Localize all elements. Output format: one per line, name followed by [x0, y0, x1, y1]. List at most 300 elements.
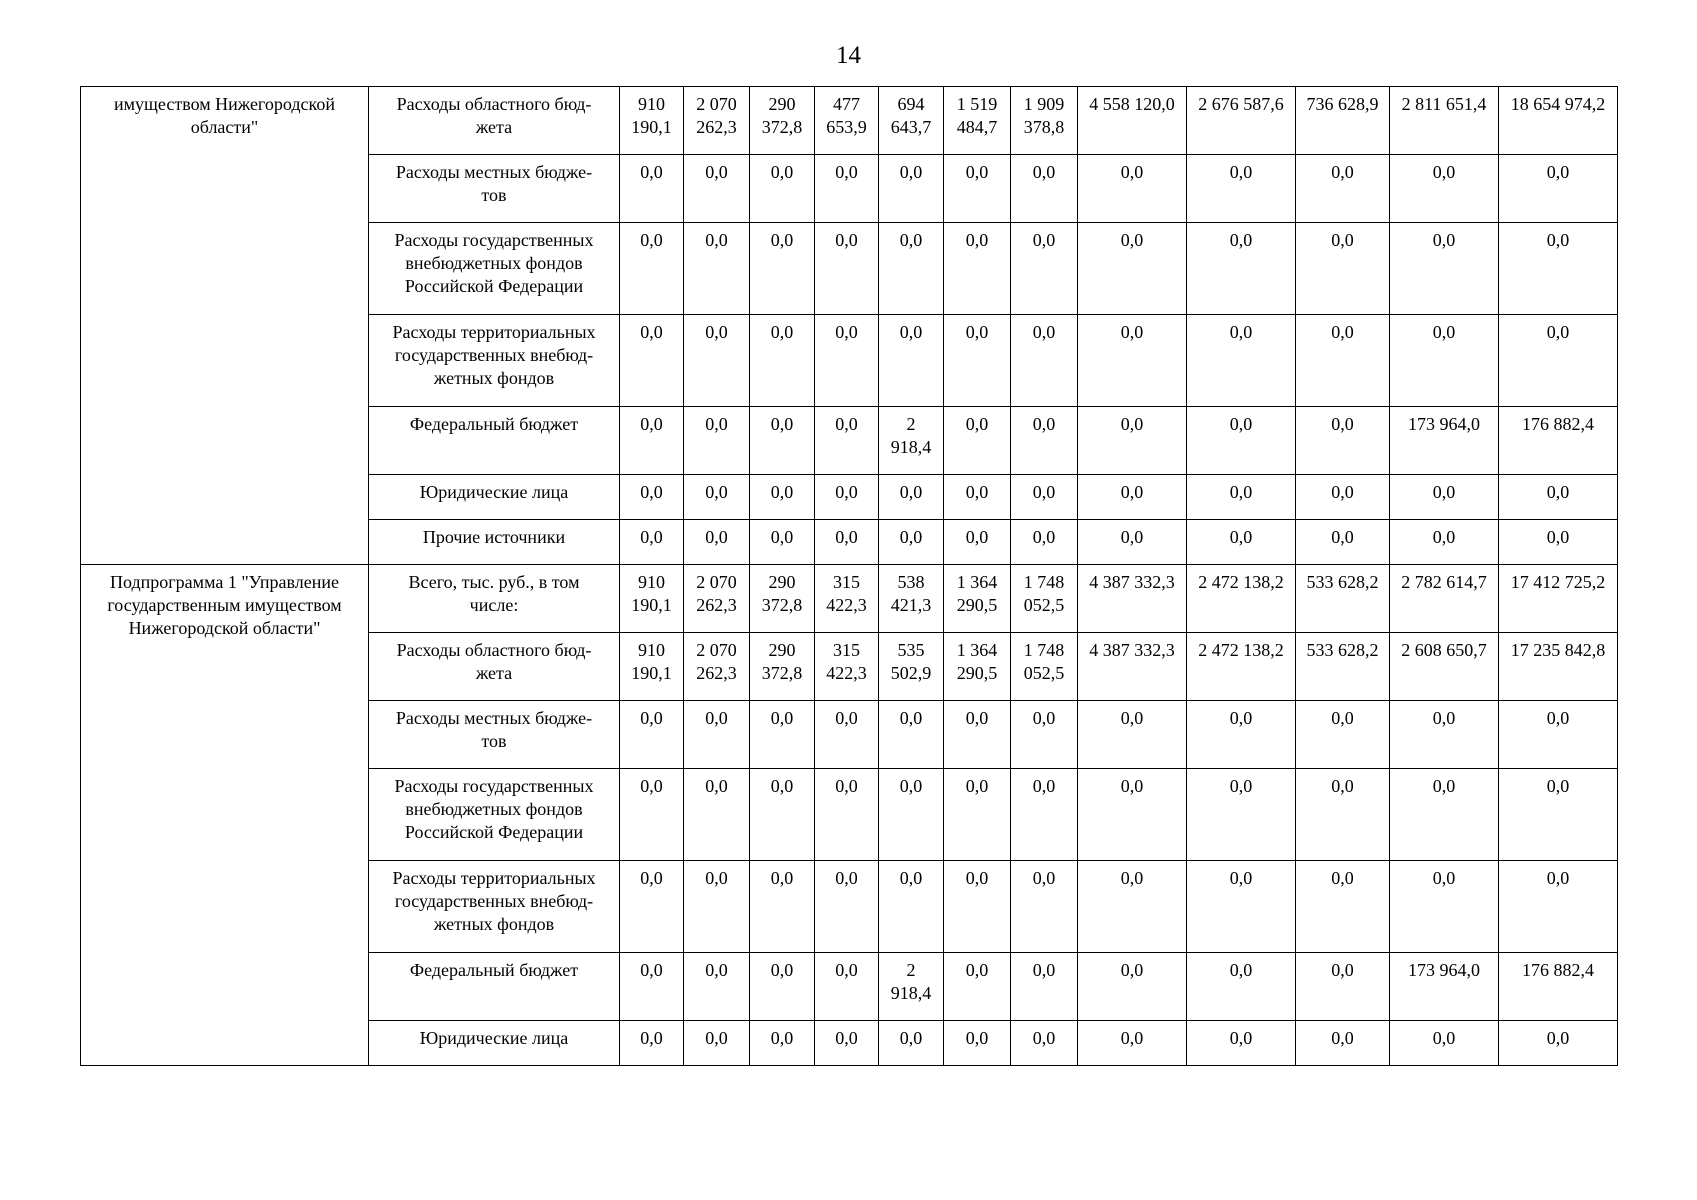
funding-source: Федеральный бюджет: [409, 960, 579, 980]
value: 0,0: [770, 322, 794, 342]
value-cell: [1078, 565, 1187, 633]
value: 0,0: [1331, 527, 1354, 547]
value-cell: [1078, 861, 1187, 953]
table-body: [81, 87, 1618, 1066]
value-cell: [620, 315, 684, 407]
value-cell: [1499, 223, 1618, 315]
funding-source: Расходы областного бюд- жета: [396, 640, 592, 683]
value-cell: [1011, 953, 1078, 1021]
value-cell: [815, 520, 879, 565]
value: 2 676 587,6: [1198, 94, 1284, 114]
value: 0,0: [705, 230, 728, 250]
value-cell: [879, 565, 944, 633]
value: 2 472 138,2: [1198, 640, 1284, 660]
value-cell: [1390, 861, 1499, 953]
funding-source-cell: [369, 701, 620, 769]
value: 535 502,9: [890, 640, 932, 683]
value: 173 964,0: [1408, 414, 1480, 434]
value: 0,0: [1229, 482, 1253, 502]
value: 0,0: [770, 527, 794, 547]
value-cell: [750, 155, 815, 223]
value: 0,0: [1229, 776, 1253, 796]
value: 176 882,4: [1522, 960, 1594, 980]
funding-source-cell: [369, 223, 620, 315]
value: 0,0: [1120, 960, 1144, 980]
value: 0,0: [1032, 1028, 1056, 1048]
value-cell: [684, 315, 750, 407]
value-cell: [1499, 155, 1618, 223]
funding-source: Расходы территориальных государственных внебюд- жетных фондов: [392, 322, 596, 388]
value-cell: [879, 953, 944, 1021]
funding-source: Расходы областного бюд- жета: [396, 94, 592, 137]
value-cell: [1499, 633, 1618, 701]
value: 0,0: [640, 868, 663, 888]
value-cell: [684, 769, 750, 861]
value-cell: [879, 1021, 944, 1066]
value-cell: [1011, 1021, 1078, 1066]
value-cell: [620, 1021, 684, 1066]
value-cell: [1390, 475, 1499, 520]
funding-source-cell: [369, 475, 620, 520]
value-cell: [750, 407, 815, 475]
value: 0,0: [1032, 230, 1056, 250]
value-cell: [944, 633, 1011, 701]
value-cell: [815, 475, 879, 520]
value: 0,0: [705, 708, 728, 728]
value-cell: [944, 87, 1011, 155]
value: 0,0: [835, 868, 858, 888]
value-cell: [1078, 155, 1187, 223]
funding-source: Юридические лица: [419, 482, 569, 502]
value: 18 654 974,2: [1510, 94, 1606, 114]
value: 0,0: [1120, 162, 1144, 182]
value: 0,0: [1229, 230, 1253, 250]
value: 0,0: [1120, 1028, 1144, 1048]
value-cell: [1011, 565, 1078, 633]
value: 0,0: [1229, 527, 1253, 547]
value: 910 190,1: [631, 572, 672, 615]
value: 0,0: [640, 162, 663, 182]
value-cell: [1078, 769, 1187, 861]
value: 0,0: [770, 1028, 794, 1048]
value: 0,0: [640, 708, 663, 728]
value-cell: [944, 315, 1011, 407]
value-cell: [620, 155, 684, 223]
value-cell: [684, 475, 750, 520]
value-cell: [1499, 953, 1618, 1021]
value: 290 372,8: [761, 94, 803, 137]
value-cell: [1187, 701, 1296, 769]
value: 17 412 725,2: [1510, 572, 1606, 592]
value-cell: [1390, 701, 1499, 769]
value-cell: [1499, 565, 1618, 633]
value: 533 628,2: [1306, 640, 1379, 660]
value: 0,0: [965, 527, 989, 547]
value: 0,0: [640, 1028, 663, 1048]
value-cell: [1296, 475, 1390, 520]
value: 0,0: [1546, 162, 1570, 182]
value: 0,0: [899, 162, 923, 182]
value-cell: [1011, 155, 1078, 223]
value-cell: [750, 861, 815, 953]
value-cell: [750, 315, 815, 407]
value: 0,0: [1546, 868, 1570, 888]
value-cell: [1187, 565, 1296, 633]
value-cell: [750, 633, 815, 701]
program-name-cell: [81, 87, 369, 565]
value: 0,0: [1546, 322, 1570, 342]
value: 0,0: [899, 230, 923, 250]
value: 1 364 290,5: [956, 640, 998, 683]
budget-table: [80, 86, 1618, 1066]
value-cell: [879, 861, 944, 953]
value-cell: [879, 87, 944, 155]
value-cell: [1187, 953, 1296, 1021]
value: 0,0: [835, 230, 858, 250]
value-cell: [684, 223, 750, 315]
value: 0,0: [835, 322, 858, 342]
value-cell: [620, 769, 684, 861]
value: 0,0: [705, 482, 728, 502]
value-cell: [1187, 520, 1296, 565]
value-cell: [1187, 223, 1296, 315]
value: 0,0: [1331, 414, 1354, 434]
value: 0,0: [965, 414, 989, 434]
value: 2 811 651,4: [1401, 94, 1487, 114]
funding-source: Расходы государственных внебюджетных фондов Российской Федерации: [394, 230, 594, 296]
value-cell: [815, 407, 879, 475]
value: 533 628,2: [1306, 572, 1379, 592]
value: 0,0: [1432, 162, 1456, 182]
value-cell: [684, 87, 750, 155]
value: 0,0: [705, 162, 728, 182]
page-number: 14: [836, 42, 861, 69]
value: 0,0: [770, 414, 794, 434]
value: 176 882,4: [1522, 414, 1594, 434]
value-cell: [944, 953, 1011, 1021]
value: 17 235 842,8: [1510, 640, 1606, 660]
value: 0,0: [1432, 230, 1456, 250]
value: 0,0: [1546, 482, 1570, 502]
value-cell: [1390, 953, 1499, 1021]
value: 0,0: [1032, 414, 1056, 434]
value-cell: [879, 520, 944, 565]
value: 0,0: [835, 162, 858, 182]
value-cell: [1390, 315, 1499, 407]
value: 1 519 484,7: [956, 94, 998, 137]
funding-source: Расходы местных бюдже- тов: [395, 162, 593, 205]
value-cell: [1390, 155, 1499, 223]
value: 0,0: [899, 776, 923, 796]
value: 0,0: [705, 868, 728, 888]
value: 1 909 378,8: [1023, 94, 1065, 137]
value: 2 070 262,3: [696, 640, 737, 683]
value: 0,0: [770, 868, 794, 888]
funding-source-cell: [369, 407, 620, 475]
value: 0,0: [1432, 868, 1456, 888]
value-cell: [879, 701, 944, 769]
value: 0,0: [1432, 527, 1456, 547]
value-cell: [944, 475, 1011, 520]
value-cell: [1011, 223, 1078, 315]
value: 0,0: [965, 776, 989, 796]
value: 0,0: [965, 322, 989, 342]
value: 0,0: [1331, 868, 1354, 888]
value: 315 422,3: [826, 640, 867, 683]
value: 0,0: [1331, 1028, 1354, 1048]
value-cell: [684, 1021, 750, 1066]
value: 0,0: [835, 414, 858, 434]
funding-source: Юридические лица: [419, 1028, 569, 1048]
value: 910 190,1: [631, 640, 672, 683]
value-cell: [1499, 701, 1618, 769]
value: 0,0: [1546, 527, 1570, 547]
value: 2 782 614,7: [1401, 572, 1487, 592]
value-cell: [944, 407, 1011, 475]
value-cell: [1296, 861, 1390, 953]
value-cell: [944, 861, 1011, 953]
value-cell: [944, 155, 1011, 223]
value-cell: [879, 769, 944, 861]
value-cell: [815, 861, 879, 953]
value-cell: [1187, 407, 1296, 475]
value: 0,0: [1120, 527, 1144, 547]
funding-source-cell: [369, 1021, 620, 1066]
funding-source: Всего, тыс. руб., в том числе:: [408, 572, 580, 615]
funding-source-cell: [369, 861, 620, 953]
value-cell: [1078, 87, 1187, 155]
value-cell: [750, 1021, 815, 1066]
table-row: [81, 87, 1618, 155]
value: 0,0: [705, 414, 728, 434]
value: 0,0: [770, 162, 794, 182]
value-cell: [944, 769, 1011, 861]
value: 0,0: [899, 322, 923, 342]
value-cell: [1078, 953, 1187, 1021]
value-cell: [1296, 565, 1390, 633]
value-cell: [1011, 861, 1078, 953]
value: 0,0: [965, 230, 989, 250]
value: 0,0: [770, 230, 794, 250]
value-cell: [1078, 633, 1187, 701]
value: 0,0: [1229, 708, 1253, 728]
value: 1 748 052,5: [1023, 640, 1065, 683]
value-cell: [1296, 633, 1390, 701]
value-cell: [620, 520, 684, 565]
value-cell: [944, 1021, 1011, 1066]
value-cell: [944, 701, 1011, 769]
funding-source-cell: [369, 315, 620, 407]
value-cell: [1390, 565, 1499, 633]
table-row: [81, 565, 1618, 633]
funding-source-cell: [369, 953, 620, 1021]
value-cell: [1187, 475, 1296, 520]
value-cell: [1296, 520, 1390, 565]
value-cell: [750, 223, 815, 315]
value: 0,0: [1229, 960, 1253, 980]
value: 0,0: [1229, 322, 1253, 342]
value-cell: [1296, 87, 1390, 155]
value: 0,0: [1331, 776, 1354, 796]
value-cell: [1011, 315, 1078, 407]
value: 0,0: [770, 960, 794, 980]
value: 2 472 138,2: [1198, 572, 1284, 592]
value: 0,0: [1032, 868, 1056, 888]
value: 0,0: [1331, 230, 1354, 250]
funding-source: Расходы местных бюдже- тов: [395, 708, 593, 751]
value-cell: [1078, 315, 1187, 407]
value: 0,0: [1331, 162, 1354, 182]
value: 0,0: [1032, 162, 1056, 182]
value: 2 608 650,7: [1401, 640, 1487, 660]
value: 0,0: [1032, 482, 1056, 502]
value: 0,0: [1546, 776, 1570, 796]
value-cell: [684, 565, 750, 633]
value-cell: [1011, 87, 1078, 155]
funding-source: Расходы государственных внебюджетных фондов Российской Федерации: [394, 776, 594, 842]
value-cell: [1499, 861, 1618, 953]
value: 0,0: [1546, 708, 1570, 728]
value: 0,0: [899, 1028, 923, 1048]
value: 0,0: [899, 708, 923, 728]
value-cell: [815, 315, 879, 407]
value-cell: [1296, 769, 1390, 861]
value-cell: [1296, 701, 1390, 769]
value: 0,0: [1546, 1028, 1570, 1048]
value: 0,0: [1546, 230, 1570, 250]
value-cell: [1390, 520, 1499, 565]
value: 0,0: [640, 482, 663, 502]
value: 0,0: [1432, 322, 1456, 342]
value-cell: [1296, 223, 1390, 315]
value-cell: [750, 769, 815, 861]
value-cell: [1499, 769, 1618, 861]
value-cell: [1499, 407, 1618, 475]
value: 0,0: [640, 230, 663, 250]
value-cell: [1187, 87, 1296, 155]
value: 4 387 332,3: [1089, 640, 1175, 660]
value: 0,0: [965, 482, 989, 502]
value: 173 964,0: [1408, 960, 1480, 980]
value-cell: [1499, 315, 1618, 407]
value: 0,0: [705, 1028, 728, 1048]
value: 290 372,8: [761, 640, 803, 683]
value: 0,0: [1120, 414, 1144, 434]
value-cell: [1078, 223, 1187, 315]
value-cell: [1296, 1021, 1390, 1066]
value-cell: [815, 87, 879, 155]
value-cell: [1011, 633, 1078, 701]
value: 0,0: [1032, 322, 1056, 342]
value: 0,0: [899, 482, 923, 502]
value: 315 422,3: [826, 572, 867, 615]
funding-source-cell: [369, 565, 620, 633]
value: 0,0: [899, 868, 923, 888]
value-cell: [1187, 1021, 1296, 1066]
value-cell: [1187, 155, 1296, 223]
value-cell: [1011, 407, 1078, 475]
value-cell: [1296, 315, 1390, 407]
value: 0,0: [705, 776, 728, 796]
value-cell: [620, 861, 684, 953]
value: 0,0: [965, 1028, 989, 1048]
value: 0,0: [1120, 230, 1144, 250]
value-cell: [1187, 861, 1296, 953]
value: 0,0: [1120, 776, 1144, 796]
value: 0,0: [1331, 708, 1354, 728]
value-cell: [815, 155, 879, 223]
value-cell: [620, 223, 684, 315]
value-cell: [815, 953, 879, 1021]
funding-source: Расходы территориальных государственных внебюд- жетных фондов: [392, 868, 596, 934]
value: 0,0: [770, 482, 794, 502]
value: 0,0: [640, 414, 663, 434]
value: 0,0: [835, 527, 858, 547]
value: 0,0: [1229, 162, 1253, 182]
value-cell: [879, 407, 944, 475]
value-cell: [684, 407, 750, 475]
value-cell: [1078, 1021, 1187, 1066]
value-cell: [1499, 475, 1618, 520]
value: 0,0: [835, 1028, 858, 1048]
value: 0,0: [1120, 482, 1144, 502]
value-cell: [879, 475, 944, 520]
value: 0,0: [1120, 868, 1144, 888]
value-cell: [620, 407, 684, 475]
value-cell: [684, 520, 750, 565]
value: 0,0: [1432, 708, 1456, 728]
value-cell: [1078, 475, 1187, 520]
value: 0,0: [1432, 1028, 1456, 1048]
funding-source-cell: [369, 155, 620, 223]
value-cell: [684, 701, 750, 769]
value: 0,0: [705, 960, 728, 980]
program-name: Подпрограмма 1 "Управление государственным имуществом Нижегородской области": [107, 572, 342, 638]
value-cell: [620, 475, 684, 520]
value-cell: [879, 315, 944, 407]
value-cell: [1499, 1021, 1618, 1066]
value-cell: [684, 633, 750, 701]
value-cell: [815, 633, 879, 701]
value: 0,0: [705, 527, 728, 547]
value-cell: [1187, 633, 1296, 701]
value-cell: [684, 953, 750, 1021]
value-cell: [620, 633, 684, 701]
value: 0,0: [640, 322, 663, 342]
value: 0,0: [705, 322, 728, 342]
value-cell: [620, 953, 684, 1021]
value: 538 421,3: [890, 572, 932, 615]
value: 0,0: [1032, 960, 1056, 980]
value-cell: [1390, 407, 1499, 475]
value: 290 372,8: [761, 572, 803, 615]
value-cell: [944, 520, 1011, 565]
value: 0,0: [1229, 868, 1253, 888]
value: 0,0: [770, 776, 794, 796]
value-cell: [944, 223, 1011, 315]
value: 477 653,9: [826, 94, 867, 137]
value: 0,0: [835, 708, 858, 728]
value-cell: [879, 633, 944, 701]
value: 0,0: [1331, 322, 1354, 342]
value-cell: [815, 701, 879, 769]
value-cell: [1390, 1021, 1499, 1066]
value-cell: [1499, 520, 1618, 565]
value-cell: [1078, 407, 1187, 475]
value: 0,0: [640, 776, 663, 796]
value: 910 190,1: [631, 94, 672, 137]
value-cell: [815, 1021, 879, 1066]
